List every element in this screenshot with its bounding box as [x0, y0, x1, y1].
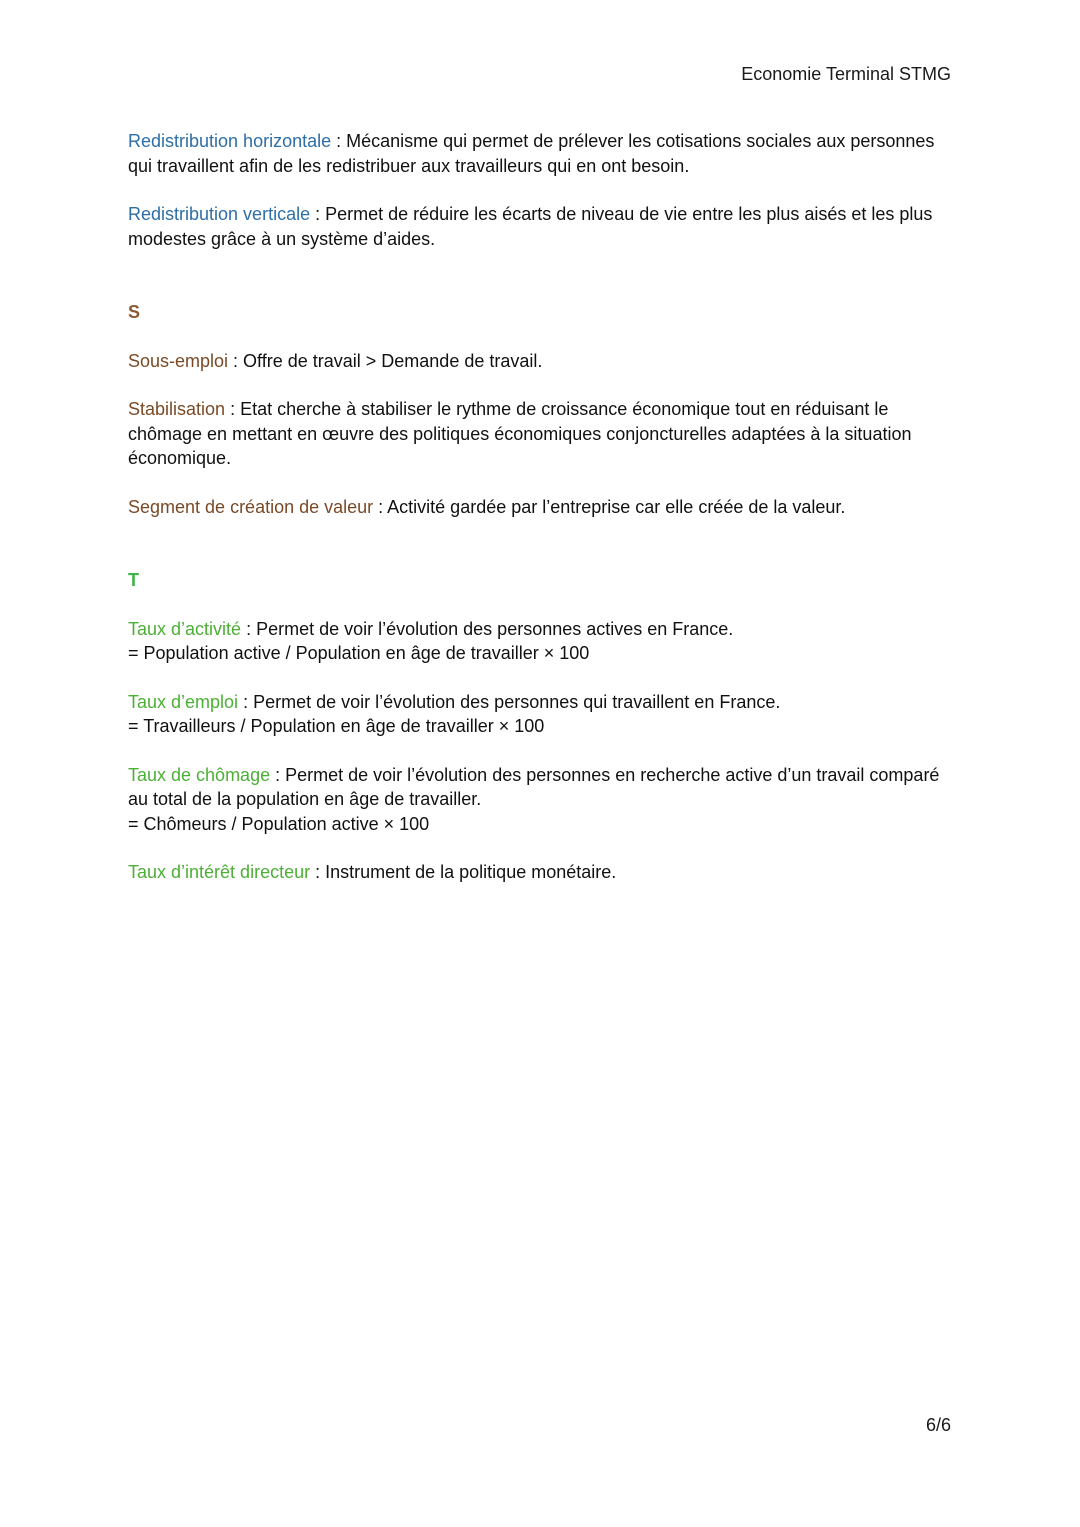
glossary-entry — [128, 690, 958, 739]
glossary-term: Redistribution horizontale — [128, 131, 332, 151]
glossary-entry — [128, 860, 958, 885]
glossary-term: Sous-emploi — [128, 350, 229, 371]
glossary-term: Taux d’emploi — [128, 691, 239, 712]
page-number: 6/6 — [925, 1415, 951, 1435]
glossary-entry — [128, 349, 958, 374]
glossary-entry — [128, 202, 958, 251]
section-letter-s: S — [128, 302, 141, 322]
glossary-definition: : Instrument de la politique monétaire. — [310, 862, 617, 882]
glossary-term: Stabilisation — [128, 399, 226, 419]
glossary-formula: = Chômeurs / Population active × 100 — [128, 813, 430, 834]
glossary-definition: : Etat cherche à stabiliser le rythme de croissance économique tout en réduisant le chômage en mettant en œuvre des politiques économiques conjoncturelles adaptées à la situation économique. — [128, 399, 912, 468]
page-header-title: Economie Terminal STMG — [741, 64, 951, 84]
glossary-term: Taux de chômage — [128, 764, 271, 785]
glossary-definition: : Permet de réduire les écarts de niveau de vie entre les plus aisés et les plus modestes grâce à un système d’aides. — [128, 204, 933, 249]
section-letter-t: T — [128, 570, 139, 590]
glossary-entry — [128, 763, 958, 837]
glossary-term: Taux d’activité — [128, 618, 242, 639]
glossary-definition: : Permet de voir l’évolution des personnes qui travaillent en France. — [238, 691, 781, 712]
glossary-term: Redistribution verticale — [128, 204, 311, 224]
glossary-definition: : Offre de travail > Demande de travail. — [228, 350, 543, 371]
glossary-entry — [128, 397, 958, 471]
glossary-definition: : Permet de voir l’évolution des personnes actives en France. — [241, 618, 734, 639]
glossary-entry — [128, 129, 958, 178]
glossary-formula: = Travailleurs / Population en âge de travailler × 100 — [128, 716, 545, 736]
glossary-definition: : Activité gardée par l’entreprise car elle créée de la valeur. — [373, 496, 846, 517]
glossary-content — [128, 129, 958, 909]
glossary-term: Segment de création de valeur — [128, 496, 374, 517]
glossary-entry — [128, 617, 958, 666]
glossary-formula: = Population active / Population en âge de travailler × 100 — [128, 643, 590, 663]
glossary-term: Taux d’intérêt directeur — [128, 862, 311, 882]
glossary-entry — [128, 495, 958, 520]
glossary-definition: : Permet de voir l’évolution des personnes en recherche active d’un travail comparé au total de la population en âge de travailler. — [128, 764, 940, 809]
glossary-definition: : Mécanisme qui permet de prélever les cotisations sociales aux personnes qui travaillent afin de les redistribuer aux travailleurs qui en ont besoin. — [128, 131, 935, 176]
